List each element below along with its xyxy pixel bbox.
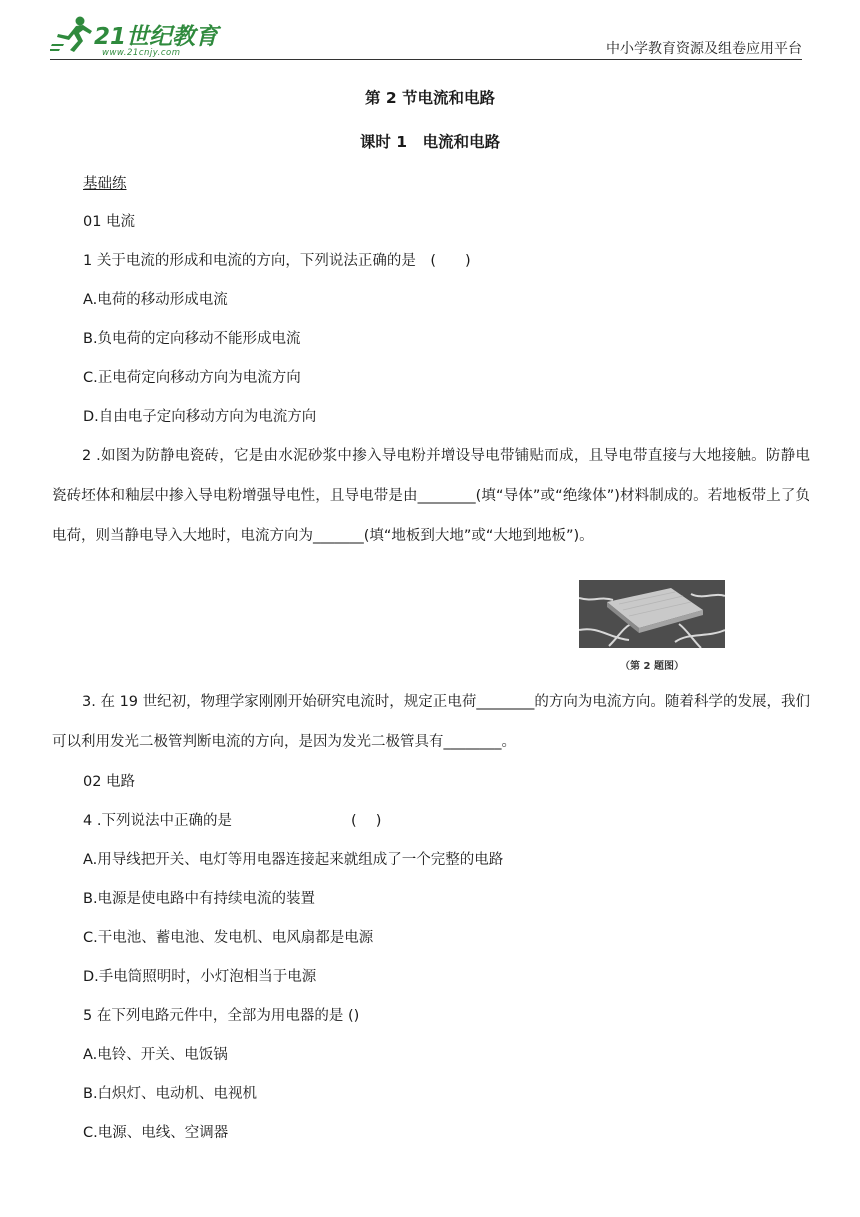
question-4-stem: 4 .下列说法中正确的是 [83,813,232,829]
part-heading-circuit: 02 电路 [83,774,136,790]
question-1-option-a: A.电荷的移动形成电流 [83,292,228,308]
question-3-part2: 的方向为电流方向。随着科学的发展，我们可以利用发光二极管判断电流的方向，是因为发光二极管具有 [52,694,810,750]
question-2-blank-1: ________ [417,488,476,504]
question-3-part3: 。 [501,734,516,750]
platform-name: 中小学教育资源及组卷应用平台 [606,41,802,57]
question-4-option-b: B.电源是使电路中有持续电流的装置 [83,891,316,907]
question-1-stem: 1 关于电流的形成和电流的方向，下列说法正确的是 ( ) [83,253,471,269]
logo-url: www.21cnjy.com [102,48,181,58]
question-5-option-b: B.白炽灯、电动机、电视机 [83,1086,258,1102]
question-2-text [52,436,810,556]
part-heading-current: 01 电流 [83,214,136,230]
logo-text: 21世纪教育 [94,24,219,50]
page-subtitle: 课时 1 电流和电路 [359,133,501,151]
antistatic-tile-figure [579,580,725,648]
question-3-text [52,682,810,762]
question-4-option-c: C.干电池、蓄电池、发电机、电风扇都是电源 [83,930,374,946]
page-title: 第 2 节电流和电路 [364,89,496,107]
question-3-blank-1: ________ [476,694,535,710]
question-5-option-a: A.电铃、开关、电饭锅 [83,1047,228,1063]
runner-icon [50,14,96,54]
site-logo [50,14,240,60]
figure-caption: （第 2 题图） [620,661,684,672]
question-2-part3: (填“地板到大地”或“大地到地板”)。 [363,528,594,544]
header-divider [50,59,802,60]
question-2-part1: 2 .如图为防静电瓷砖，它是由水泥砂浆中掺入导电粉并增设导电带铺贴而成，且导电带直接与大地接触。防静电瓷砖坯体和釉层中掺入导电粉增强导电性，且导电带是由 [52,448,810,504]
section-heading: 基础练 [83,176,127,192]
question-2-part2: (填“导体”或“绝缘体”)材料制成的。若地板带上了负电荷，则当静电导入大地时，电流方向为 [52,488,810,544]
question-1-option-b: B.负电荷的定向移动不能形成电流 [83,331,301,347]
question-5-option-c: C.电源、电线、空调器 [83,1125,229,1141]
page-header [50,14,802,60]
question-5-stem: 5 在下列电路元件中，全部为用电器的是 () [83,1008,360,1024]
question-4-option-a: A.用导线把开关、电灯等用电器连接起来就组成了一个完整的电路 [83,852,504,868]
question-1-option-d: D.自由电子定向移动方向为电流方向 [83,409,317,425]
question-1-option-c: C.正电荷定向移动方向为电流方向 [83,370,301,386]
question-3-part1: 3. 在 19 世纪初，物理学家刚刚开始研究电流时，规定正电荷 [82,694,477,710]
question-3-blank-2: ________ [443,734,502,750]
question-4-option-d: D.手电筒照明时，小灯泡相当于电源 [83,969,317,985]
question-2-blank-2: _______ [313,528,364,544]
question-4-answer-paren: ( ) [351,813,382,829]
